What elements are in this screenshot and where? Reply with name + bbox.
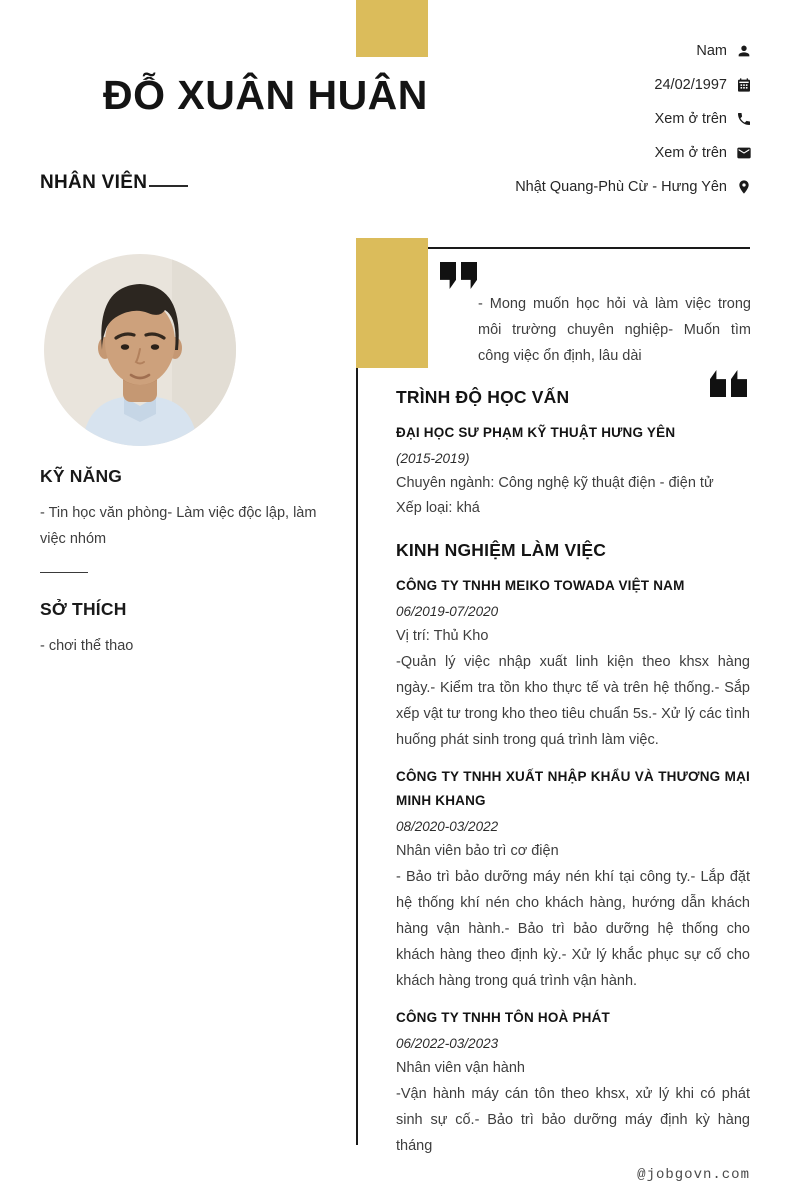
job-entry — [396, 574, 750, 753]
job-position: Nhân viên vận hành — [396, 1060, 525, 1076]
quote-top-rule — [428, 247, 750, 249]
location-icon — [736, 179, 752, 195]
job-position: Nhân viên bảo trì cơ điện — [396, 843, 559, 859]
contact-row-address — [515, 176, 752, 198]
job-period: 06/2022-03/2023 — [396, 1036, 499, 1051]
job-position: Vị trí: Thủ Kho — [396, 628, 489, 644]
email-value: Xem ở trên — [654, 145, 727, 161]
sidebar-divider — [40, 572, 88, 573]
open-quote-icon — [440, 262, 477, 289]
contact-row-phone — [655, 108, 752, 130]
sidebar — [40, 466, 332, 659]
education-section-title: TRÌNH ĐỘ HỌC VẤN — [396, 387, 570, 407]
skills-text: - Tin học văn phòng- Làm việc độc lập, làm việc nhóm — [40, 505, 317, 547]
contact-row-email — [655, 142, 752, 164]
job-company: CÔNG TY TNHH XUẤT NHẬP KHẨU VÀ THƯƠNG MẠI MINH KHANG — [396, 769, 750, 808]
experience-section-title: KINH NGHIỆM LÀM VIỆC — [396, 540, 607, 560]
education-grade: Xếp loại: khá — [396, 500, 480, 516]
education-period: (2015-2019) — [396, 451, 470, 466]
mail-icon — [736, 145, 752, 161]
job-company: CÔNG TY TNHH MEIKO TOWADA VIỆT NAM — [396, 578, 685, 593]
education-major: Chuyên ngành: Công nghệ kỹ thuật điện - điện tử — [396, 475, 714, 491]
address-value: Nhật Quang-Phù Cừ - Hưng Yên — [515, 179, 727, 195]
job-title: NHÂN VIÊN — [40, 172, 148, 193]
job-description: -Vận hành máy cán tôn theo khsx, xử lý khi có phát sinh sự cố.- Bảo trì bảo dưỡng máy định kỳ hàng tháng — [396, 1086, 750, 1154]
contact-block — [515, 40, 752, 198]
accent-block-quote — [356, 238, 428, 368]
contact-row-birthdate — [654, 74, 752, 96]
education-school: ĐẠI HỌC SƯ PHẠM KỸ THUẬT HƯNG YÊN — [396, 425, 676, 440]
job-description: -Quản lý việc nhập xuất linh kiện theo khsx hàng ngày.- Kiểm tra tồn kho thực tế và trên hệ thống.- Sắp xếp vật tư trong kho theo tiêu chuẩn 5s.- Xử lý các tình huống phát sinh trong quá trình làm việc. — [396, 654, 750, 748]
vertical-divider — [356, 368, 358, 1145]
gender-value: Nam — [696, 43, 727, 59]
birthdate-value: 24/02/1997 — [654, 77, 727, 93]
candidate-name: ĐỖ XUÂN HUÂN — [103, 72, 428, 118]
profile-photo — [44, 254, 236, 446]
main-column — [396, 386, 750, 1171]
calendar-icon — [736, 77, 752, 93]
job-company: CÔNG TY TNHH TÔN HOÀ PHÁT — [396, 1010, 610, 1025]
career-objective-quote: - Mong muốn học hỏi và làm việc trong môi trường chuyên nghiệp- Muốn tìm công việc ổn định, lâu dài — [478, 296, 751, 364]
contact-row-gender — [696, 40, 752, 62]
accent-block-top — [356, 0, 428, 57]
hobbies-title: SỞ THÍCH — [40, 599, 127, 619]
phone-value: Xem ở trên — [654, 111, 727, 127]
job-entry — [396, 765, 750, 994]
portrait-illustration — [44, 254, 236, 446]
person-icon — [736, 43, 752, 59]
hobbies-text: - chơi thể thao — [40, 638, 134, 654]
job-title-underline — [149, 185, 188, 187]
site-watermark: @jobgovn.com — [637, 1167, 750, 1183]
skills-title: KỸ NĂNG — [40, 466, 123, 486]
job-title-row — [40, 172, 188, 194]
job-entry — [396, 1006, 750, 1159]
job-description: - Bảo trì bảo dưỡng máy nén khí tại công ty.- Lắp đặt hệ thống khí nén cho khách hàng, hướng dẫn khách hàng vận hành.- Bảo trì bảo dưỡng hệ thống cho khách hàng theo định kỳ.- Xử lý khắc phục sự cố cho khách hàng trong quá trình vận hành. — [396, 869, 750, 989]
job-period: 06/2019-07/2020 — [396, 604, 499, 619]
job-period: 08/2020-03/2022 — [396, 819, 499, 834]
phone-icon — [736, 111, 752, 127]
